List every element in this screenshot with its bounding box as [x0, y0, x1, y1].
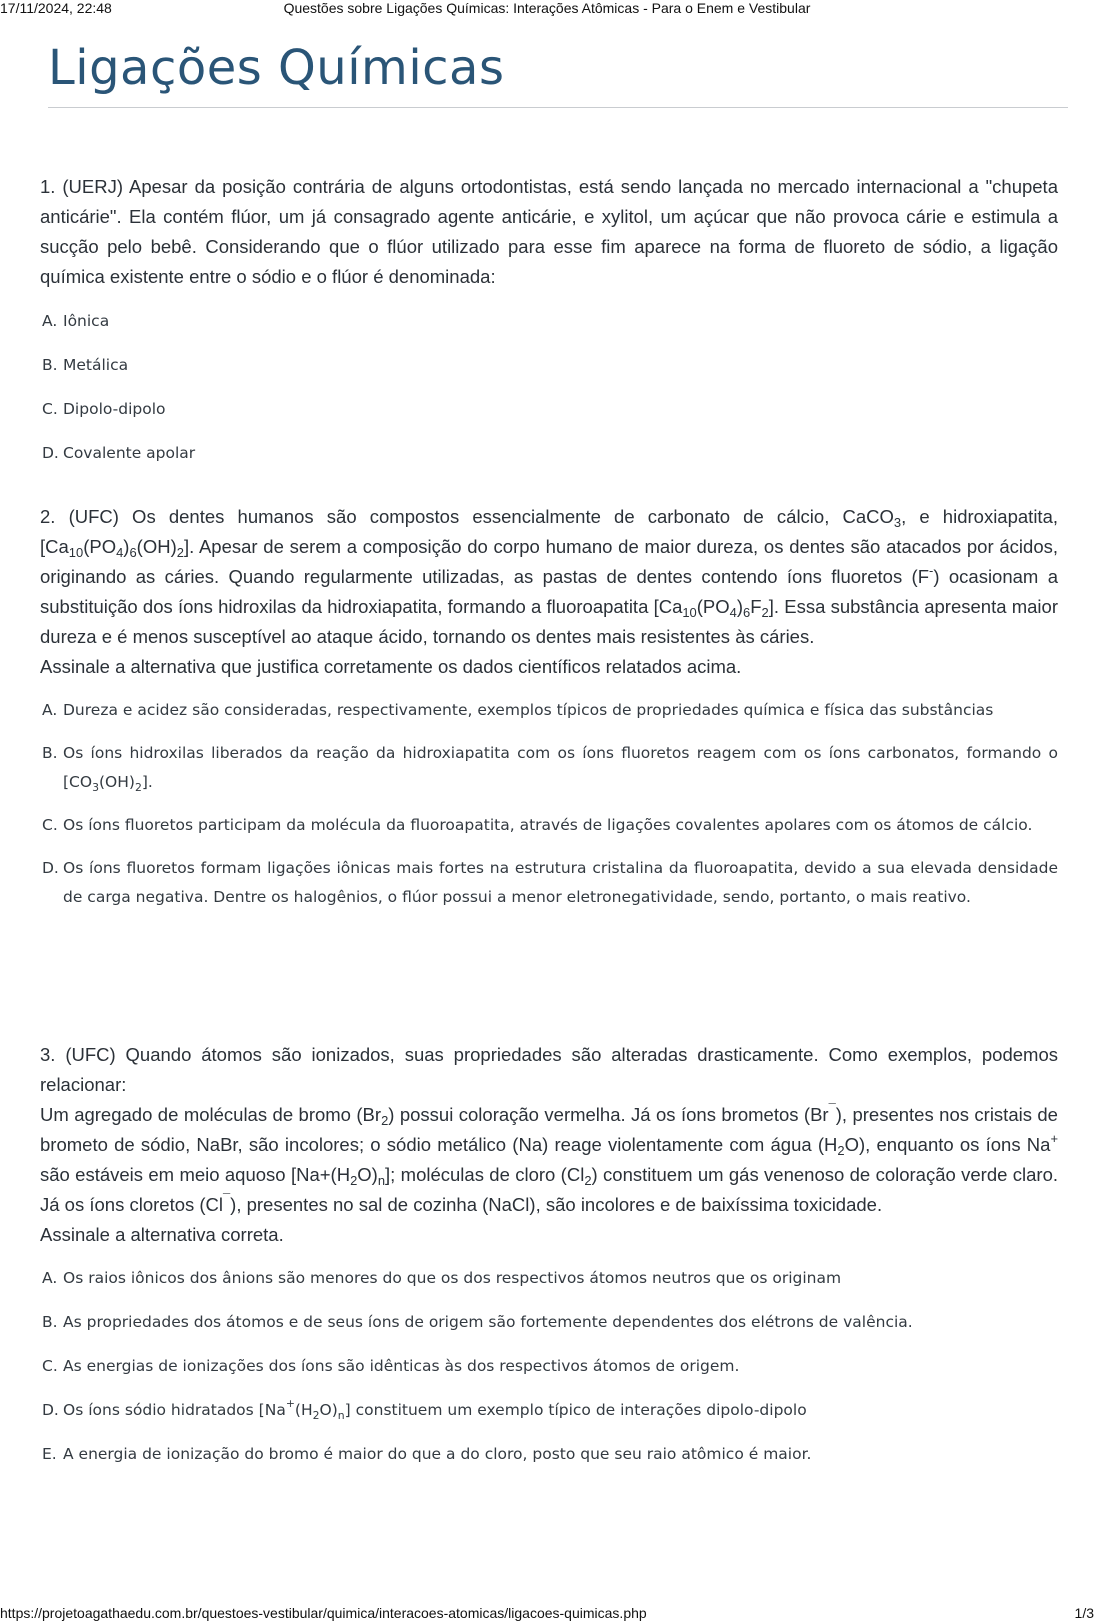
- option-a[interactable]: [42, 307, 1058, 336]
- option-letter: B.: [42, 1313, 58, 1331]
- option-text: Os raios iônicos dos ânions são menores do que os dos respectivos átomos neutros que os originam: [63, 1269, 842, 1287]
- option-letter: E.: [42, 1445, 57, 1463]
- option-a[interactable]: [42, 1264, 1058, 1293]
- page-number: 1/3: [1074, 1605, 1094, 1621]
- question-1-options: [40, 307, 1058, 468]
- question-1-text: 1. (UERJ) Apesar da posição contrária de alguns ortodontistas, está sendo lançada no mercado internacional a "chupeta anticárie". Ela contém flúor, um já consagrado agente anticárie, e xylitol, um açúcar que não provoca cárie e estimula a sucção pelo bebê. Considerando que o flúor utilizado para esse fim aparece na forma de fluoreto de sódio, a ligação química existente entre o sódio e o flúor é denominada:: [40, 176, 1058, 287]
- question-2-text: 2. (UFC) Os dentes humanos são compostos essencialmente de carbonato de cálcio, CaCO$_3$, e hidroxiapatita, $[Ca_{10}(PO_4)_6(OH)_2]$. Apesar de serem a composição do corpo humano de maior dureza, os dentes são atacados por ácidos, originando as cáries. Quando regularmente utilizadas, as pastas de dentes contendo íons fluoretos (F-) ocasionam a substituição dos íons hidroxilas da hidroxiapatita, formando a fluoroapatita $[Ca_{10}(PO_4)_6F_2]$. Essa substância apresenta maior dureza e é menos susceptível ao ataque ácido, tornando os dentes mais resistentes às cáries.: [40, 506, 1058, 647]
- print-header: [0, 0, 1094, 18]
- option-text: As propriedades dos átomos e de seus íons de origem são fortemente dependentes dos elétrons de valência.: [63, 1313, 913, 1331]
- option-letter: C.: [42, 816, 58, 834]
- question-3-options: [40, 1264, 1058, 1469]
- option-text: Iônica: [63, 312, 110, 330]
- option-letter: D.: [42, 859, 59, 877]
- option-letter: B.: [42, 356, 58, 374]
- question-3-instruction: Assinale a alternativa correta.: [40, 1224, 284, 1245]
- page-title: Ligações Químicas: [48, 40, 505, 96]
- option-text: Os íons hidroxilas liberados da reação da hidroxiapatita com os íons fluoretos reagem com os íons carbonatos, formando o $[CO_3(OH)_2]$.: [63, 744, 1058, 794]
- option-e[interactable]: [42, 1440, 1058, 1469]
- question-3-text: 3. (UFC) Quando átomos são ionizados, suas propriedades são alteradas drasticamente. Como exemplos, podemos relacionar:: [40, 1044, 1058, 1095]
- question-2-options: [40, 696, 1058, 912]
- question-2-instruction: Assinale a alternativa que justifica corretamente os dados científicos relatados acima.: [40, 656, 742, 677]
- question-2: [40, 502, 1058, 926]
- option-letter: C.: [42, 1357, 58, 1375]
- option-text: Dipolo-dipolo: [63, 400, 166, 418]
- option-text: Metálica: [63, 356, 129, 374]
- option-c[interactable]: [42, 395, 1058, 424]
- option-d[interactable]: [42, 854, 1058, 912]
- option-letter: A.: [42, 312, 58, 330]
- option-letter: A.: [42, 1269, 58, 1287]
- option-text: Dureza e acidez são consideradas, respectivamente, exemplos típicos de propriedades química e física das substâncias: [63, 701, 994, 719]
- option-text: As energias de ionizações dos íons são idênticas às dos respectivos átomos de origem.: [63, 1357, 740, 1375]
- option-letter: D.: [42, 1401, 59, 1419]
- question-1: [40, 172, 1058, 483]
- print-document-title: Questões sobre Ligações Químicas: Interações Atômicas - Para o Enem e Vestibular: [283, 0, 811, 16]
- option-b[interactable]: [42, 351, 1058, 380]
- option-text: Os íons sódio hidratados $[Na^+(H_2O)_n]$ constituem um exemplo típico de interações dipolo-dipolo: [63, 1397, 807, 1422]
- option-letter: C.: [42, 400, 58, 418]
- option-b[interactable]: [42, 1308, 1058, 1337]
- question-3-context: Um agregado de moléculas de bromo $(Br_2)$ possui coloração vermelha. Já os íons brometos (Br¯), presentes nos cristais de brometo de sódio, NaBr, são incolores; o sódio metálico (Na) reage violentamente com água $(H_2O)$, enquanto os íons Na+ são estáveis em meio aquoso $[Na+(H_2O)_n]$; moléculas de cloro $(Cl_2)$ constituem um gás venenoso de coloração verde claro. Já os íons cloretos (Cl¯), presentes no sal de cozinha (NaCl), são incolores e de baixíssima toxicidade.: [40, 1101, 1059, 1215]
- option-text: Os íons fluoretos formam ligações iônicas mais fortes na estrutura cristalina da fluoroapatita, devido a sua elevada densidade de carga negativa. Dentre os halogênios, o flúor possui a menor eletronegatividade, sendo, portanto, o mais reativo.: [63, 859, 1058, 906]
- question-3: [40, 1040, 1058, 1484]
- title-divider: [48, 107, 1068, 108]
- option-d[interactable]: [42, 1396, 1058, 1425]
- option-c[interactable]: [42, 811, 1058, 840]
- option-letter: B.: [42, 744, 58, 762]
- source-url: https://projetoagathaedu.com.br/questoes-vestibular/quimica/interacoes-atomicas/ligacoes-quimicas.php: [0, 1605, 647, 1621]
- print-footer: [0, 1605, 1094, 1623]
- option-b[interactable]: [42, 739, 1058, 797]
- option-text: Covalente apolar: [63, 444, 196, 462]
- option-text: A energia de ionização do bromo é maior do que a do cloro, posto que seu raio atômico é maior.: [63, 1445, 812, 1463]
- option-letter: A.: [42, 701, 58, 719]
- option-c[interactable]: [42, 1352, 1058, 1381]
- option-a[interactable]: [42, 696, 1058, 725]
- option-text: Os íons fluoretos participam da molécula da fluoroapatita, através de ligações covalentes apolares com os átomos de cálcio.: [63, 816, 1033, 834]
- option-d[interactable]: [42, 439, 1058, 468]
- print-date: 17/11/2024, 22:48: [0, 0, 112, 16]
- option-letter: D.: [42, 444, 59, 462]
